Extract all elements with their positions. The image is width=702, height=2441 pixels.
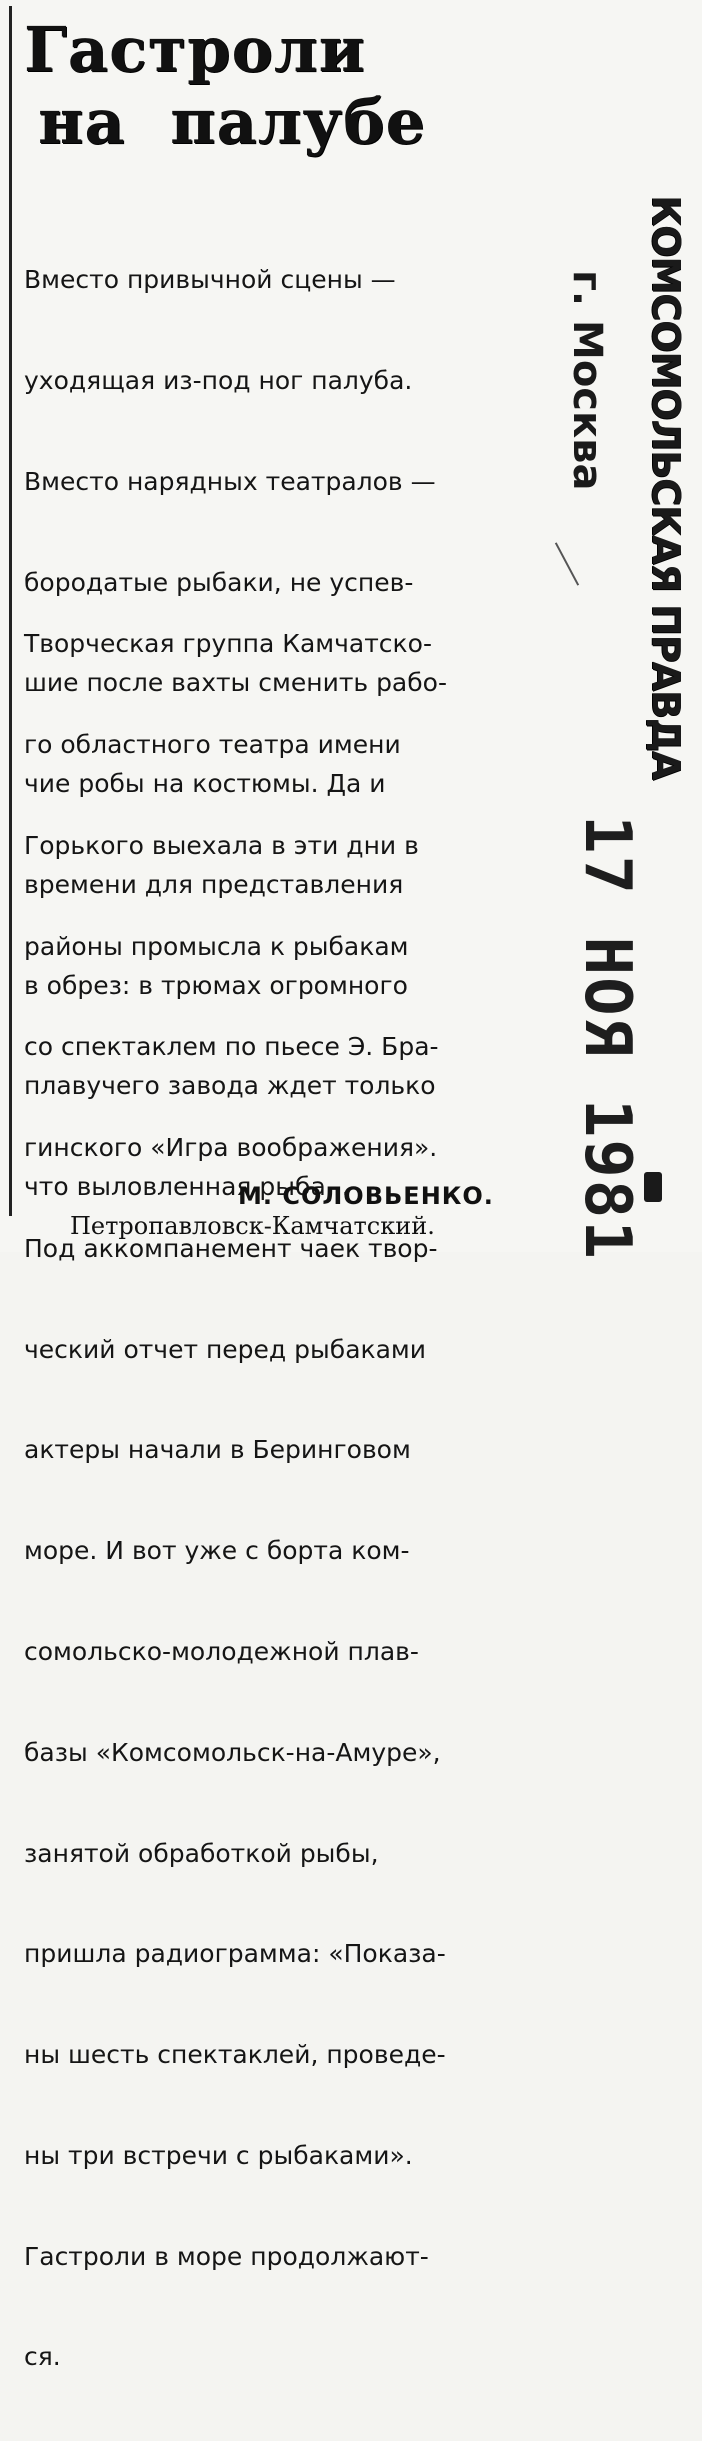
text-line: что выловленная рыба... — [24, 1172, 350, 1202]
text-line: Вместо привычной сцены — — [24, 265, 396, 295]
text-line: ческий отчет перед рыбаками — [24, 1334, 427, 1364]
left-border-rule — [9, 6, 12, 1216]
author-signature: М. СОЛОВЬЕНКО. — [238, 1182, 494, 1210]
text-line: пришла радиограмма: «Показа- — [24, 1939, 446, 1969]
text-line: Творческая группа Камчатско- — [24, 629, 432, 659]
text-line: плавучего завода ждет только — [24, 1071, 436, 1101]
text-line: ся. — [24, 2342, 61, 2372]
headline-line-1: Гастроли — [24, 13, 366, 86]
text-line: го областного театра имени — [24, 729, 401, 759]
text-line: районы промысла к рыбакам — [24, 931, 409, 961]
text-line: море. И вот уже с борта ком- — [24, 1536, 410, 1566]
text-line: в обрез: в трюмах огромного — [24, 970, 408, 1000]
text-line: занятой обработкой рыбы, — [24, 1838, 379, 1868]
text-line: базы «Комсомольск-на-Амуре», — [24, 1737, 441, 1767]
stamp-date: 17 НОЯ 1981 — [570, 815, 644, 1261]
text-line: актеры начали в Беринговом — [24, 1435, 411, 1465]
text-line: гинского «Игра воображения». — [24, 1133, 438, 1163]
text-line: бородатые рыбаки, не успев- — [24, 567, 414, 597]
headline-line-2: на палубе — [38, 85, 426, 158]
text-line: Вместо нарядных театралов — — [24, 466, 436, 496]
text-line: Под аккомпанемент чаек твор- — [24, 1233, 438, 1263]
text-line: шие после вахты сменить рабо- — [24, 668, 447, 698]
paragraph-2 — [24, 560, 554, 2441]
author-location: Петропавловск-Камчатский. — [70, 1212, 435, 1240]
text-line: времени для представления — [24, 869, 404, 899]
text-line: Гастроли в море продолжают- — [24, 2241, 429, 2271]
article-headline — [24, 14, 584, 158]
text-line: уходящая из-под ног палуба. — [24, 365, 413, 395]
text-line: чие робы на костюмы. Да и — [24, 769, 386, 799]
stamp-city: г. Москва — [564, 270, 610, 491]
stamp-newspaper-name: КОМСОМОЛЬСКАЯ ПРАВДА — [644, 195, 688, 780]
text-line: ны шесть спектаклей, проведе- — [24, 2040, 446, 2070]
text-line: Горького выехала в эти дни в — [24, 830, 419, 860]
stamp-dot — [644, 1172, 662, 1202]
text-line: ны три встречи с рыбаками». — [24, 2140, 413, 2170]
text-line: сомольско-молодежной плав- — [24, 1637, 419, 1666]
text-line: со спектаклем по пьесе Э. Бра- — [24, 1032, 439, 1062]
